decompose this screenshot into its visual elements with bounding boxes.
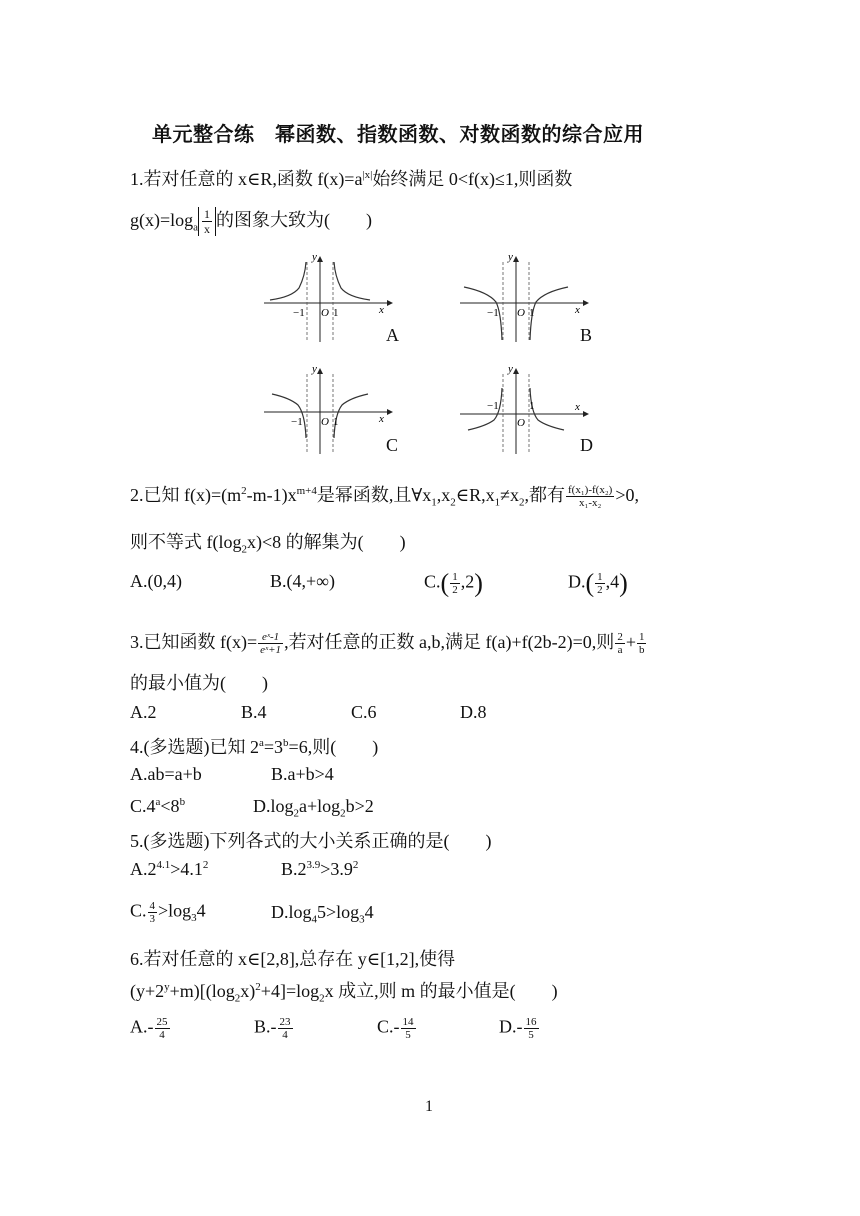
- q6-option-c: C.- $\frac{14}{5}$: [377, 1016, 414, 1041]
- svg-text:x: x: [379, 304, 384, 316]
- abs-value: $\frac{1}{x}$: [198, 207, 216, 236]
- svg-text:O: O: [321, 307, 329, 319]
- q1-line2: $g(x)=\log_a$ $\frac{1}{x}$ 的图象大致为( ): [130, 207, 373, 237]
- q2-option-a: A.(0,4): [130, 571, 182, 591]
- q2-option-b: B.(4,+∞): [270, 571, 335, 591]
- svg-text:−1: −1: [487, 307, 499, 319]
- q1-line1: 1.若对任意的 x∈R,函数 $f(x)=a^{|x|}$始终满足 0<f(x)≤1,则函数: [130, 169, 573, 189]
- svg-text:x: x: [575, 304, 580, 316]
- svg-text:x: x: [379, 413, 384, 425]
- q4-line1: 4.(多选题)已知 $2^a=3^b=6$,则( ): [130, 737, 379, 757]
- q6-option-b: B.- $\frac{23}{4}$: [254, 1016, 291, 1041]
- q3-option-a: A.2: [130, 702, 157, 722]
- q5-line1: 5.(多选题)下列各式的大小关系正确的是( ): [130, 831, 492, 851]
- svg-text:1: 1: [333, 307, 339, 319]
- q6-option-d: D.- $\frac{16}{5}$: [499, 1016, 537, 1041]
- svg-text:y: y: [312, 251, 317, 263]
- q3-option-d: D.8: [460, 702, 487, 722]
- svg-text:O: O: [517, 417, 525, 429]
- q5-option-d: $D.\log_45>\log_34$: [271, 902, 374, 926]
- q6-line2: $(y+2^y+m)[(\log_2x)^2+4]=\log_2x$ 成立,则 m 的最小值是( ): [130, 981, 558, 1005]
- q4-option-d: $D.\log_2a+\log_2b>2$: [253, 796, 374, 820]
- svg-text:y: y: [508, 363, 513, 375]
- graph-d-label: D: [580, 435, 593, 455]
- svg-text:y: y: [312, 363, 317, 375]
- graph-a-label: A: [386, 325, 399, 345]
- q5-option-c: C. $\frac{4}{3}$ $>\log_34$: [130, 900, 206, 925]
- q6-line1: 6.若对任意的 x∈[2,8],总存在 y∈[1,2],使得: [130, 949, 456, 969]
- q4-option-b: B.a+b>4: [271, 764, 334, 784]
- page-title: 单元整合练 幂函数、指数函数、对数函数的综合应用: [152, 122, 644, 146]
- svg-text:−1: −1: [487, 400, 499, 412]
- q5-option-b: $B.2^{3.9}>3.9^2$: [281, 859, 359, 879]
- q2-option-c: C.( $\frac{1}{2}$ ,2): [424, 568, 483, 598]
- svg-text:O: O: [321, 416, 329, 428]
- svg-text:O: O: [517, 307, 525, 319]
- graph-b-label: B: [580, 325, 593, 345]
- q3-option-c: C.6: [351, 702, 377, 722]
- q2-line1: 2.已知 $f(x)=(m^2-m-1)x^{m+4}$是幂函数,且$\forall x_1,x_2\in R,x_1\ne x_2$,都有 $\frac{\text{f(x₁)-f(x₂)}}{\text{x₁-x₂}}$ >0,: [130, 484, 639, 510]
- svg-text:1: 1: [333, 416, 339, 428]
- page-number: 1: [425, 1098, 433, 1115]
- q3-line2: 的最小值为( ): [130, 673, 268, 693]
- q5-option-a: $A.2^{4.1}>4.1^2$: [130, 859, 209, 879]
- q3-option-b: B.4: [241, 702, 267, 722]
- q4-option-c: $C.4^a<8^b$: [130, 796, 186, 816]
- q2-line2: 则不等式 $f(\log_2x)<8$ 的解集为( ): [130, 532, 406, 556]
- q6-option-a: A.- $\frac{25}{4}$: [130, 1016, 168, 1041]
- q4-option-a: A.ab=a+b: [130, 764, 202, 784]
- q2-option-d: D.( $\frac{1}{2}$ ,4): [568, 568, 628, 598]
- svg-text:−1: −1: [293, 307, 305, 319]
- svg-text:x: x: [575, 401, 580, 413]
- svg-text:−1: −1: [291, 416, 303, 428]
- graph-c-label: C: [386, 435, 399, 455]
- svg-text:1: 1: [529, 307, 535, 319]
- svg-text:y: y: [508, 251, 513, 263]
- q3-line1: 3.已知函数 f(x)= $\frac{\text{eˣ-1}}{\text{eˣ+1}}$ ,若对任意的正数 a,b,满足 f(a)+f(2b-2)=0,则 $\frac{2}{a}$ + $\frac{1}{b}$: [130, 631, 645, 657]
- svg-text:1: 1: [529, 400, 535, 412]
